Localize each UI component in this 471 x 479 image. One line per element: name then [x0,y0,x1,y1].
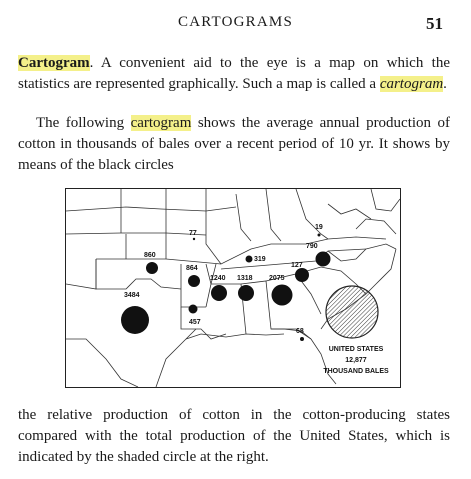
paragraph1-text-b: . [443,76,447,92]
total-label-value: 12,877 [345,357,367,364]
circle-missouri [193,238,195,240]
running-head: CARTOGRAMS [177,14,293,30]
label-north-carolina: 790 [306,243,318,250]
term-cartogram-highlight: Cartogram [18,55,90,71]
paragraph-relative-production: the relative production of cotton in the cotton-producing states compared with the total production of the United States, which is indicated by the shaded circle at the right. [18,407,450,465]
page-header [20,14,451,36]
term-cartogram-highlight-2: cartogram [130,115,192,131]
paragraph2-text-a: The following [36,115,131,131]
circle-tennessee [246,256,253,263]
label-missouri: 77 [189,230,197,237]
circle-texas [121,306,149,334]
label-virginia: 19 [315,224,323,231]
label-georgia: 2075 [269,275,285,282]
circle-alabama [238,285,254,301]
label-mississippi: 1240 [210,275,226,282]
label-arkansas: 864 [186,265,198,272]
paragraph1-text-a: . A convenient aid to the eye is a map on which the statistics are represented graphically. Such a map is called a [18,55,450,92]
label-south-carolina: 127 [291,262,303,269]
cotton-cartogram-map [65,188,401,388]
cartogram-svg [66,189,400,387]
label-florida: 68 [296,328,304,335]
total-legend [323,346,389,375]
circle-florida [300,337,304,341]
value-labels [124,224,323,335]
total-label-country: UNITED STATES [328,346,384,353]
label-louisiana: 457 [189,319,201,326]
label-oklahoma: 860 [144,252,156,259]
paragraph-cartogram-definition [18,53,450,95]
circle-louisiana [189,305,198,314]
circle-south-carolina [295,268,309,282]
circle-mississippi [211,285,227,301]
circle-north-carolina [316,252,331,267]
circle-arkansas [188,275,200,287]
page-number: 51 [426,14,443,33]
paragraph-following-cartogram [18,113,450,176]
circle-oklahoma [146,262,158,274]
label-alabama: 1318 [237,275,253,282]
paragraph2-text-b: shows the average annual production of cotton in thousands of bales over a recent period of 10 yr. It shows by means of the black circles [18,115,450,173]
circle-georgia [272,285,293,306]
circle-virginia [318,234,321,237]
italic-term-cartogram: cartogram [379,76,444,92]
label-texas: 3484 [124,292,140,299]
total-label-unit: THOUSAND BALES [323,368,389,375]
total-shaded-circle [326,286,378,338]
label-tennessee: 319 [254,256,266,263]
